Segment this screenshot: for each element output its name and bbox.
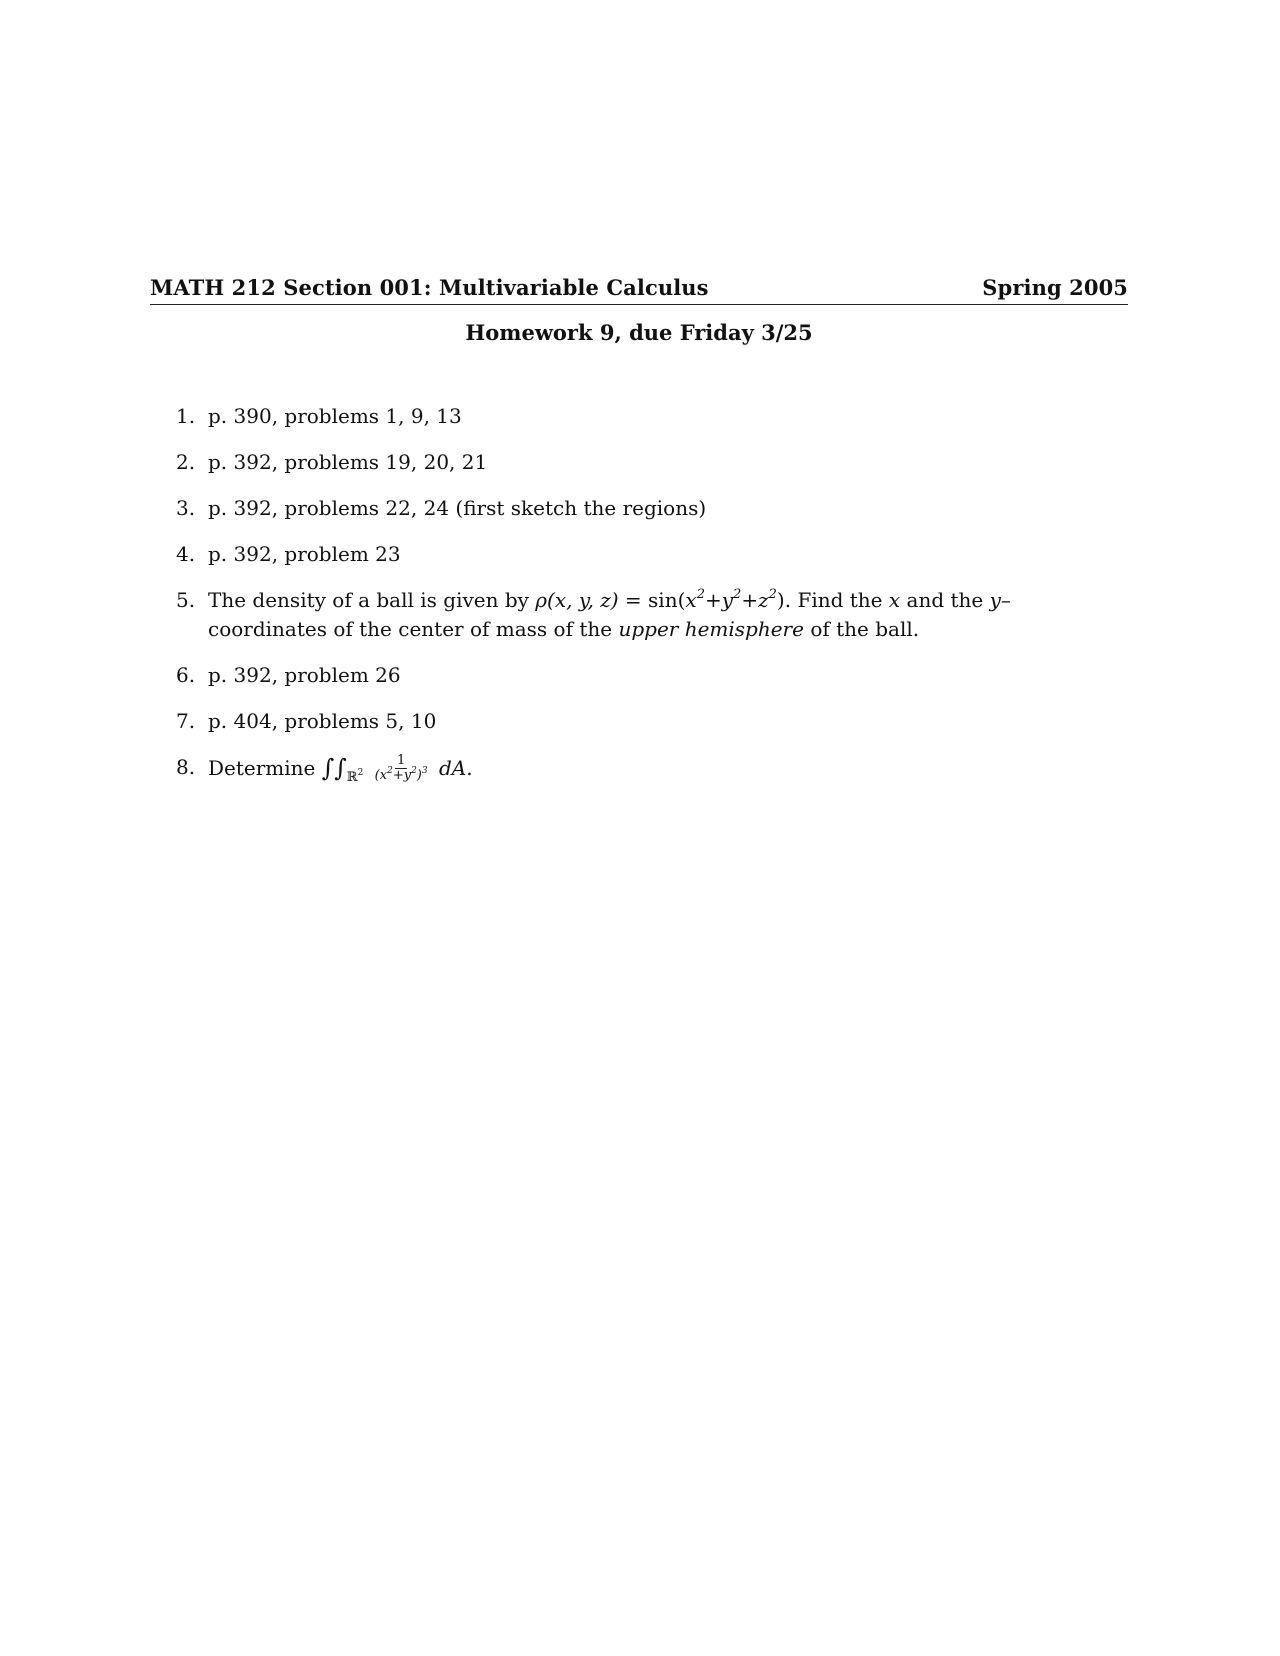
exp-z: 2	[768, 587, 777, 603]
problem-text: p. 392, problems 22, 24 (first sketch the regions)	[208, 496, 707, 520]
integration-domain	[346, 767, 364, 785]
integrand-fraction	[373, 754, 430, 783]
var-x: x	[888, 588, 901, 612]
problem-5-and: and the	[906, 588, 984, 612]
double-integral-sign: ∫∫	[321, 754, 347, 782]
denominator-x-exp: 2	[387, 765, 393, 776]
equals-sign: =	[624, 588, 642, 612]
denominator-close: )	[416, 768, 422, 783]
denominator-power: 3	[421, 765, 428, 776]
density-function: ρ(x, y, $z) = \sin(x^2+y^2+z^2)$	[535, 587, 785, 612]
problem-5-coords: –coordinates of the center of mass of the	[208, 588, 1011, 641]
problem-item-7	[176, 707, 1128, 736]
differential-dA: dA	[438, 756, 467, 780]
problem-number: 6.	[176, 663, 196, 687]
problem-number: 5.	[176, 588, 196, 612]
homework-title: Homework 9, due Friday 3/25	[465, 320, 813, 345]
problem-5-end: of the ball.	[810, 617, 920, 641]
exp-x: 2	[696, 587, 705, 603]
upper-hemisphere-emphasis: upper hemisphere	[618, 617, 804, 641]
denominator-x: (x	[374, 768, 388, 783]
problem-number: 3.	[176, 496, 196, 520]
problem-text: p. 392, problems 19, 20, 21	[208, 450, 488, 474]
arg-y: y	[721, 588, 734, 612]
arg-x: x	[685, 588, 697, 612]
problem-item-6	[176, 661, 1128, 690]
denominator-y-exp: 2	[411, 765, 417, 776]
problem-5-mid: . Find the	[784, 588, 883, 612]
arg-z: z	[758, 588, 769, 612]
denominator-y: +y	[392, 768, 412, 783]
problem-list	[176, 402, 1128, 803]
problem-item-1	[176, 402, 1128, 431]
course-name: MATH 212 Section 001: Multivariable Calculus	[150, 275, 709, 300]
problem-number: 1.	[176, 404, 196, 428]
problem-item-8	[176, 753, 1128, 786]
density-lhs: ρ(x, y, z)	[535, 588, 619, 612]
exp-y: 2	[733, 587, 742, 603]
problem-5-intro: The density of a ball is given by	[208, 588, 529, 612]
problem-item-3	[176, 494, 1128, 523]
var-y: y	[989, 588, 1001, 612]
problem-item-4	[176, 540, 1128, 569]
problem-8-end: .	[466, 756, 473, 780]
problem-text: p. 392, problem 23	[208, 542, 401, 566]
problem-number: 4.	[176, 542, 196, 566]
problem-8-intro: Determine	[208, 756, 316, 780]
problem-number: 7.	[176, 709, 196, 733]
problem-text	[208, 586, 1128, 644]
problem-text: p. 404, problems 5, 10	[208, 709, 437, 733]
fraction-denominator	[373, 765, 430, 783]
problem-text: p. 392, problem 26	[208, 663, 401, 687]
problem-number: 2.	[176, 450, 196, 474]
course-term: Spring 2005	[982, 275, 1128, 300]
sin-function: sin	[648, 588, 678, 612]
fraction-numerator: 1	[397, 753, 406, 768]
problem-number: 8.	[176, 755, 196, 779]
problem-text: p. 390, problems 1, 9, 13	[208, 404, 462, 428]
course-header	[150, 270, 1128, 305]
domain-exponent: 2	[357, 767, 364, 778]
problem-item-5	[176, 586, 1128, 644]
problem-text	[208, 753, 1128, 786]
domain-symbol: ℝ	[346, 770, 358, 785]
problem-item-2	[176, 448, 1128, 477]
